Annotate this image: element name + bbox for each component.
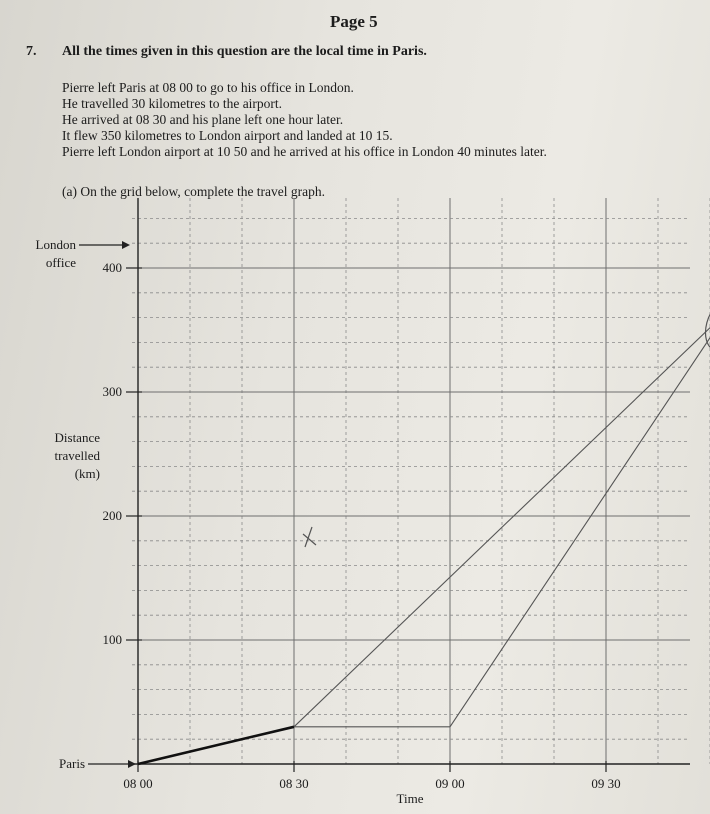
x-tick-label: 09 30 xyxy=(591,776,621,791)
x-tick-label: 08 30 xyxy=(279,776,309,791)
x-tick-label: 08 00 xyxy=(123,776,153,791)
part-a-instruction: (a) On the grid below, complete the travel graph. xyxy=(62,184,326,199)
story-line: He arrived at 08 30 and his plane left one hour later. xyxy=(62,112,344,127)
story-line: It flew 350 kilometres to London airport and landed at 10 15. xyxy=(62,128,393,143)
x-tick-label: 09 00 xyxy=(435,776,465,791)
y-axis-label-line: travelled xyxy=(54,448,100,463)
paris-arrow-head xyxy=(128,760,136,768)
graph-ticks xyxy=(103,260,710,791)
y-tick-label: 300 xyxy=(102,384,122,399)
paris-label: Paris xyxy=(59,756,85,771)
x-axis-label: Time xyxy=(396,791,424,806)
graph-grid xyxy=(132,198,710,764)
printed-journey-line xyxy=(138,727,294,764)
question-number: 7. xyxy=(26,44,37,59)
story-line: Pierre left London airport at 10 50 and he arrived at his office in London 40 minutes later. xyxy=(62,144,547,159)
y-axis-label-line: (km) xyxy=(74,466,100,481)
pencil-cross-mark xyxy=(303,527,316,547)
graph-labels xyxy=(36,237,424,806)
y-axis-label-line: Distance xyxy=(54,430,100,445)
story-line: Pierre left Paris at 08 00 to go to his office in London. xyxy=(62,80,354,95)
london-label: London xyxy=(35,237,76,252)
y-tick-label: 200 xyxy=(102,508,122,523)
y-tick-label: 400 xyxy=(102,260,122,275)
question-intro: All the times given in this question are the local time in Paris. xyxy=(62,44,427,59)
page-number: Page 5 xyxy=(330,12,378,31)
y-tick-label: 100 xyxy=(102,632,122,647)
story-line: He travelled 30 kilometres to the airport. xyxy=(62,96,283,111)
london-arrow-head xyxy=(122,241,130,249)
office-label: office xyxy=(45,255,76,270)
